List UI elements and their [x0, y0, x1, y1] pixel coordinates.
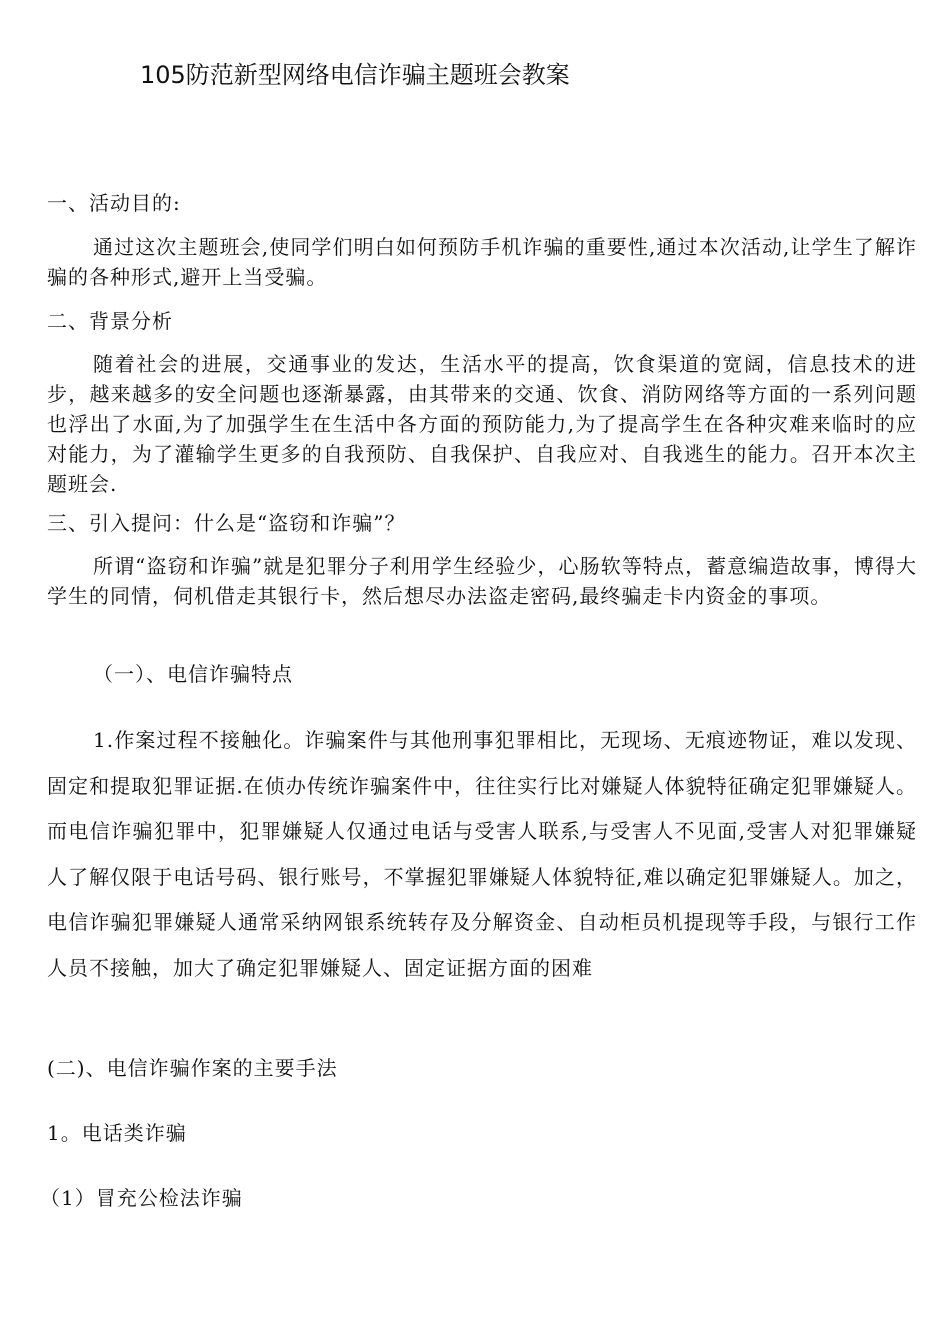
section-1-body: 通过这次主题班会,使同学们明白如何预防手机诈骗的重要性,通过本次活动,让学生了解诈骗的各种形式,避开上当受骗。	[47, 235, 917, 289]
document-title: 105防范新型网络电信诈骗主题班会教案	[140, 61, 570, 89]
item-1-subheading: （1）冒充公检法诈骗	[40, 1186, 243, 1210]
subsection-1-body: 1.作案过程不接触化。诈骗案件与其他刑事犯罪相比，无现场、无痕迹物证，难以发现、固定和提取犯罪证据.在侦办传统诈骗案件中，往往实行比对嫌疑人体貌特征确定犯罪嫌疑人。而电信诈骗犯罪中，犯罪嫌疑人仅通过电话与受害人联系,与受害人不见面,受害人对犯罪嫌疑人了解仅限于电话号码、银行账号，不掌握犯罪嫌疑人体貌特征,难以确定犯罪嫌疑人。加之，电信诈骗犯罪嫌疑人通常采纳网银系统转存及分解资金、自动柜员机提现等手段，与银行工作人员不接触，加大了确定犯罪嫌疑人、固定证据方面的困难	[47, 728, 917, 980]
section-1-heading: 一、活动目的:	[47, 191, 181, 215]
subsection-1-heading: （一）、电信诈骗特点	[93, 662, 293, 686]
section-3-body: 所谓“盗窃和诈骗”就是犯罪分子利用学生经验少，心肠软等特点，蓄意编造故事，博得大学生的同情，伺机借走其银行卡，然后想尽办法盗走密码,最终骗走卡内资金的事项。	[47, 554, 917, 608]
section-2-body: 随着社会的进展，交通事业的发达，生活水平的提高，饮食渠道的宽阔，信息技术的进步，越来越多的安全问题也逐渐暴露，由其带来的交通、饮食、消防网络等方面的一系列问题也浮出了水面,为了加强学生在生活中各方面的预防能力,为了提高学生在各种灾难来临时的应对能力，为了灌输学生更多的自我预防、自我保护、自我应对、自我逃生的能力。召开本次主题班会.	[47, 352, 917, 496]
section-3-heading: 三、引入提问：什么是“盗窃和诈骗”？	[47, 511, 406, 535]
section-2-heading: 二、背景分析	[47, 309, 173, 333]
item-1-heading: 1。电话类诈骗	[47, 1121, 187, 1145]
subsection-2-heading: (二)、电信诈骗作案的主要手法	[47, 1056, 338, 1080]
